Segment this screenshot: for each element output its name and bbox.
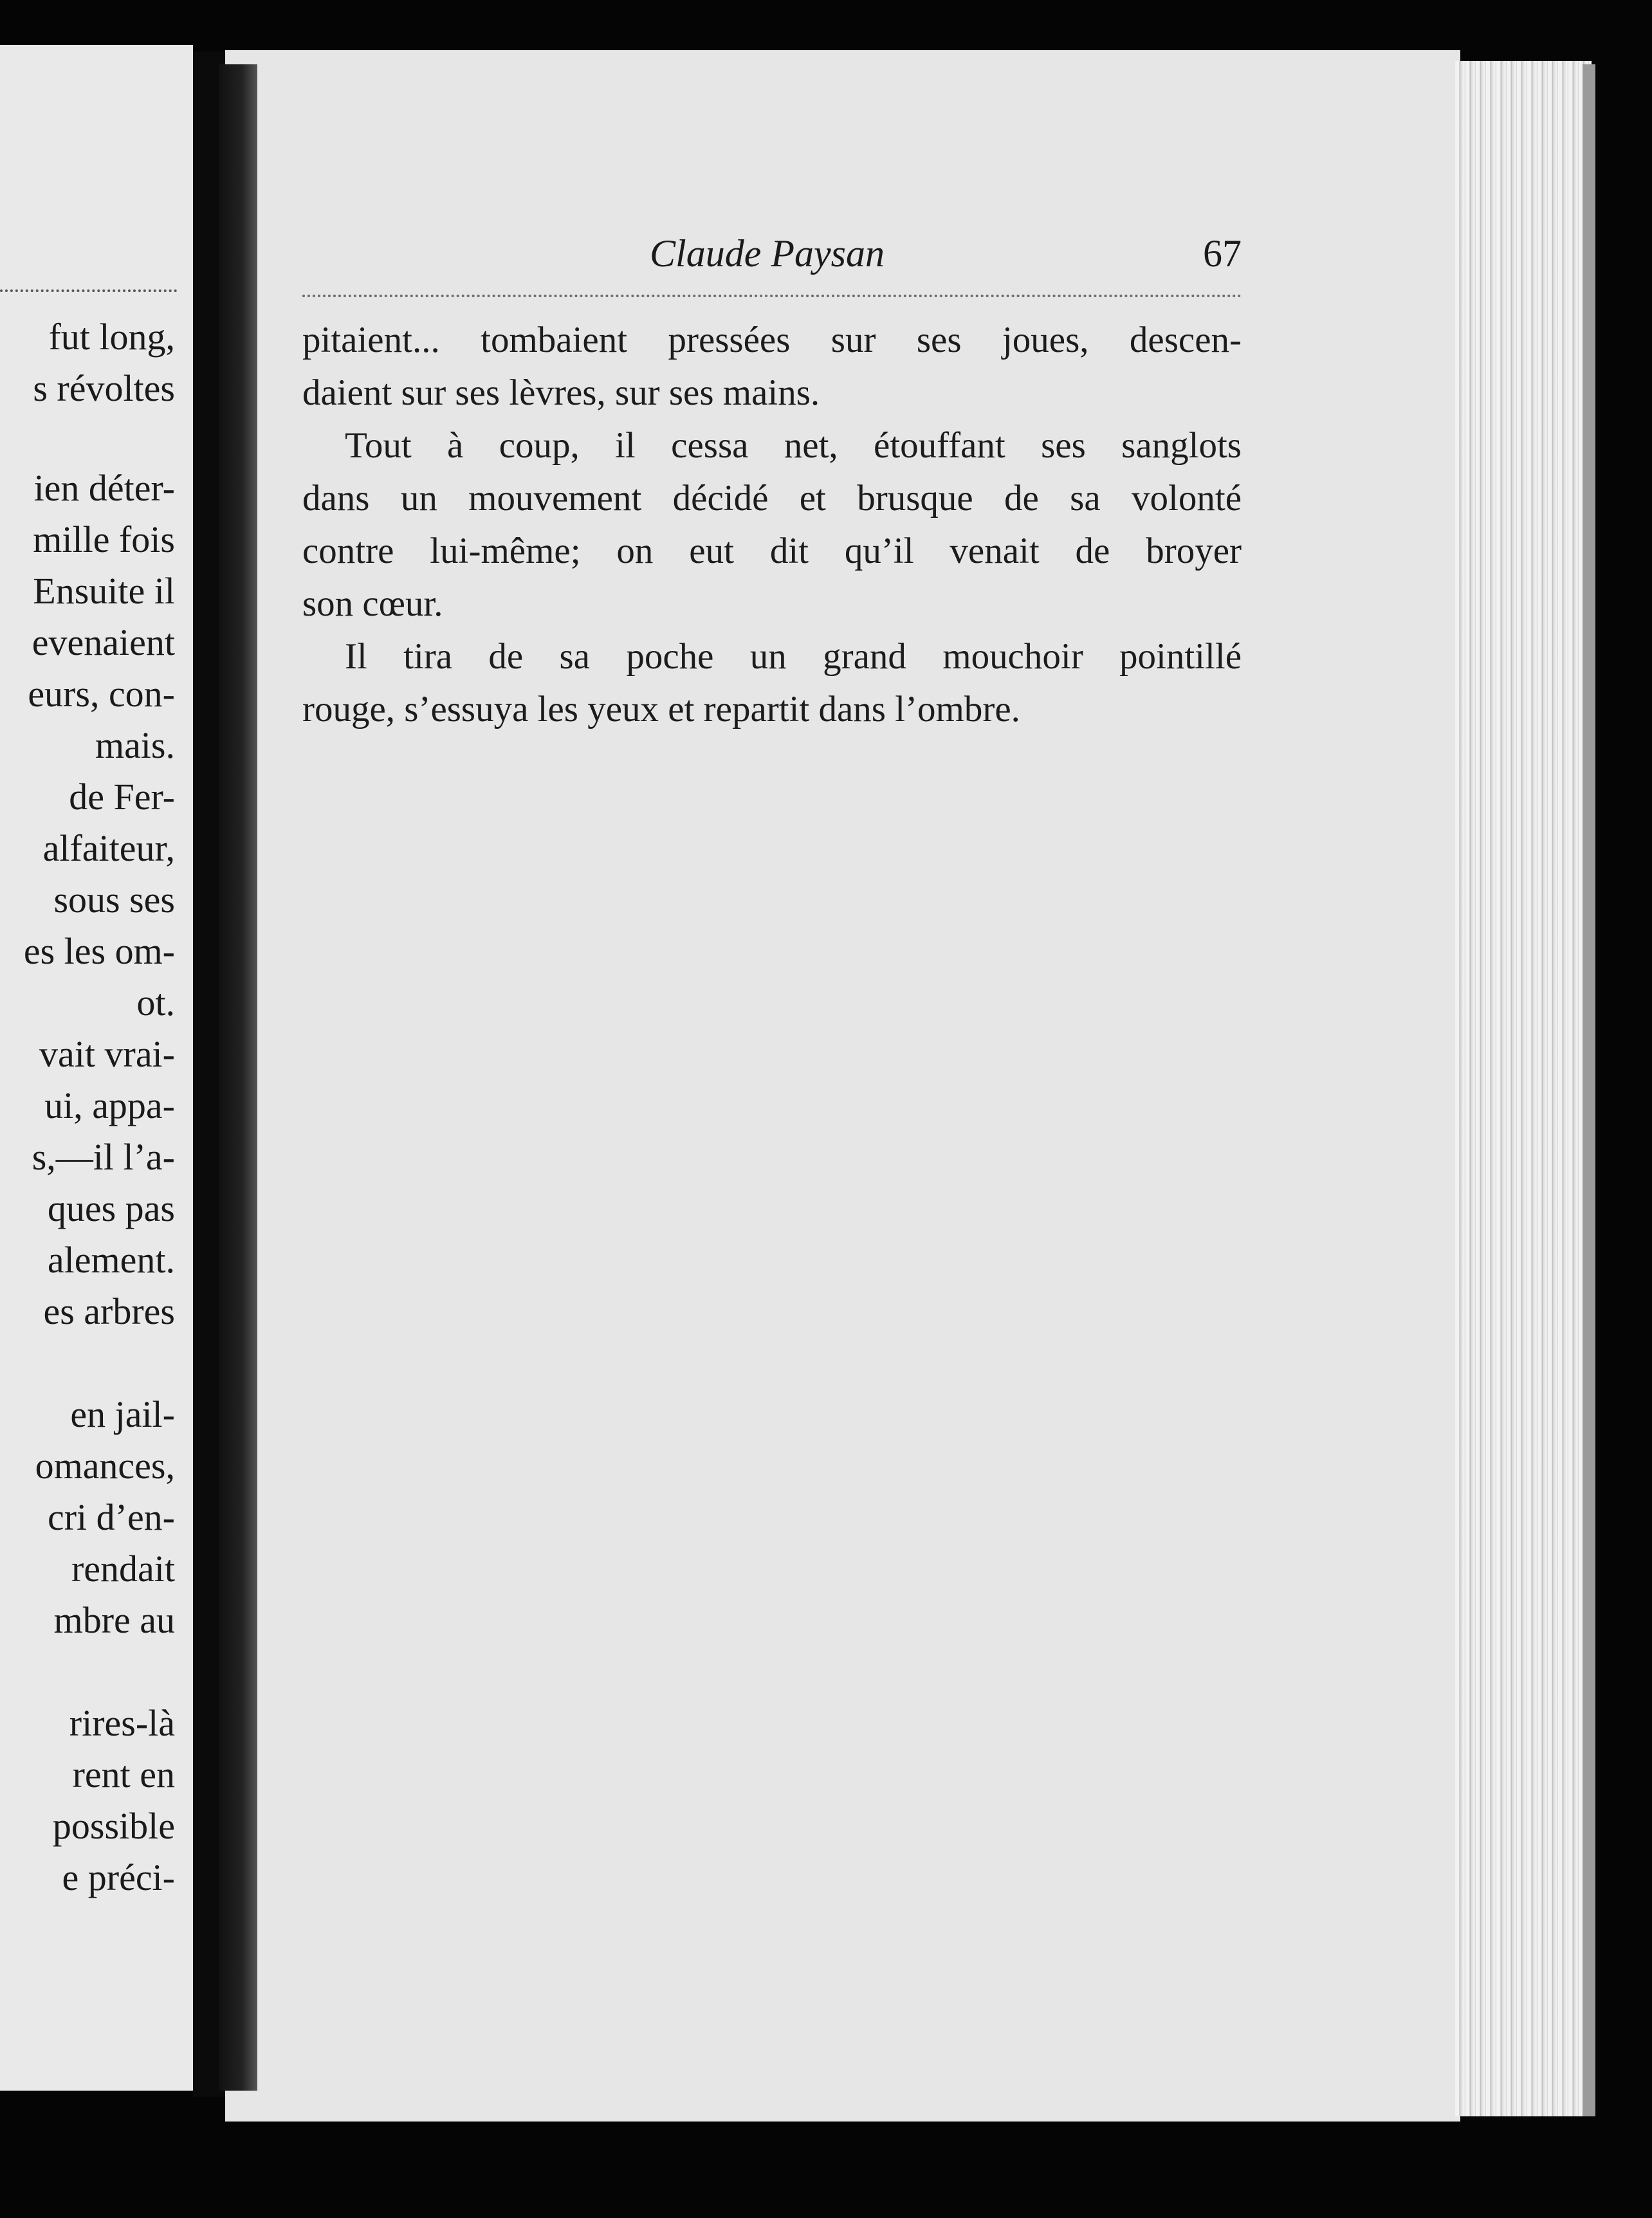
running-head: [302, 232, 1242, 277]
left-page-line: s révoltes: [33, 367, 175, 409]
left-page-line: rendait: [71, 1548, 175, 1590]
left-page-line: es les om-: [23, 930, 175, 972]
page-edges-border: [1583, 64, 1595, 2116]
text-line: son cœur.: [302, 583, 443, 624]
text-line: dans un mouvement décidé et brusque de sa volonté: [302, 478, 1242, 518]
text-line: Il tira de sa poche un grand mouchoir pointillé: [345, 636, 1242, 677]
left-page-line: es arbres: [43, 1290, 175, 1332]
left-page-line: vait vrai-: [39, 1033, 175, 1075]
text-line: contre lui-même; on eut dit qu’il venait de broyer: [302, 531, 1242, 571]
left-page-header-rule: [0, 289, 177, 292]
left-page-line: mais.: [95, 724, 175, 766]
left-page-line: eurs, con-: [28, 673, 175, 715]
left-page-line: sous ses: [53, 879, 175, 921]
left-page-fragment: [0, 45, 193, 2091]
left-page-line: ui, appa-: [44, 1085, 175, 1126]
left-page-line: mille fois: [33, 518, 175, 560]
left-page-line: cri d’en-: [47, 1496, 175, 1538]
paragraph: [302, 314, 1242, 419]
left-page-line: evenaient: [32, 621, 175, 663]
left-page-line: ot.: [136, 982, 175, 1023]
text-line: daient sur ses lèvres, sur ses mains.: [302, 372, 820, 413]
paragraph: [302, 419, 1242, 630]
gutter-shadow: [219, 64, 257, 2091]
left-page-line: rent en: [72, 1754, 175, 1795]
left-page-line: ien déter-: [33, 467, 175, 509]
text-line: rouge, s’essuya les yeux et repartit dans l’ombre.: [302, 689, 1020, 729]
left-page-line: en jail-: [70, 1393, 175, 1435]
left-page-line: mbre au: [53, 1599, 175, 1641]
left-page-line: ques pas: [47, 1187, 175, 1229]
page-number: 67: [1203, 232, 1242, 275]
left-page-line: Ensuite il: [33, 570, 175, 612]
left-page-line: de Fer-: [69, 776, 175, 818]
page-edges: [1455, 61, 1592, 2116]
header-dotted-rule: [302, 295, 1242, 297]
running-title: Claude Paysan: [650, 232, 885, 275]
left-page-line: omances,: [35, 1445, 175, 1487]
text-line: Tout à coup, il cessa net, étouffant ses sanglots: [345, 425, 1242, 466]
left-page-line: rires-là: [69, 1702, 175, 1744]
paragraph: [302, 630, 1242, 736]
left-page-line: alfaiteur,: [42, 827, 175, 869]
body-text: [302, 314, 1242, 736]
left-page-line: e préci-: [62, 1856, 175, 1898]
left-page-line: possible: [52, 1805, 175, 1847]
left-page-line: alement.: [47, 1239, 175, 1281]
text-line: pitaient... tombaient pressées sur ses joues, descen-: [302, 320, 1242, 360]
left-page-line: fut long,: [48, 316, 175, 358]
left-page-line: s,—il l’a-: [32, 1136, 175, 1178]
